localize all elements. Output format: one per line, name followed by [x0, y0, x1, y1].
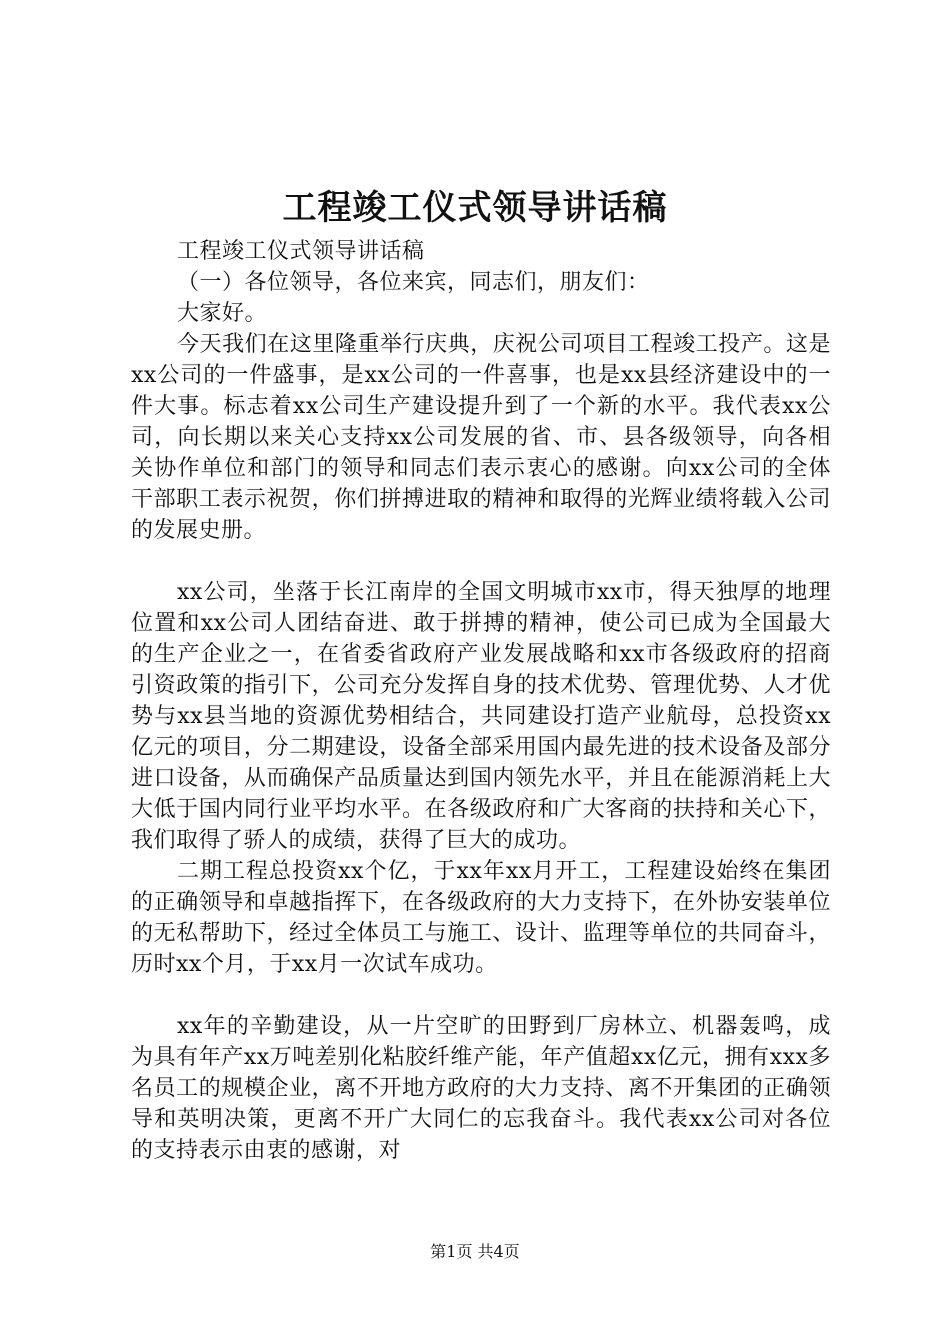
body-paragraph: xx公司，坐落于长江南岸的全国文明城市xx市，得天独厚的地理位置和xx公司人团结奋进、敢于拼搏的精神，使公司已成为全国最大的生产企业之一，在省委省政府产业发展战略和xx市各级政府的招商引资政策的指引下，公司充分发挥自身的技术优势、管理优势、人才优势与xx县当地的资源优势相结合，共同建设打造产业航母，总投资xx亿元的项目，分二期建设，设备全部采用国内最先进的技术设备及部分进口设备，从而确保产品质量达到国内领先水平，并且在能源消耗上大大低于国内同行业平均水平。在各级政府和广大客商的扶持和关心下，我们取得了骄人的成绩，获得了巨大的成功。: [131, 580, 831, 853]
body-paragraph: 今天我们在这里隆重举行庆典，庆祝公司项目工程竣工投产。这是xx公司的一件盛事，是xx公司的一件喜事，也是xx县经济建设中的一件大事。标志着xx公司生产建设提升到了一个新的水平。我代表xx公司，向长期以来关心支持xx公司发展的省、市、县各级领导，向各相关协作单位和部门的领导和同志们表示衷心的感谢。向xx公司的全体干部职工表示祝贺，你们拼搏进取的精神和取得的光辉业绩将载入公司的发展史册。: [131, 332, 831, 543]
page-footer: 第1页 共4页: [430, 1242, 520, 1261]
body-paragraph: 工程竣工仪式领导讲话稿: [177, 239, 425, 264]
body-paragraph: xx年的辛勤建设，从一片空旷的田野到厂房林立、机器轰鸣，成为具有年产xx万吨差别化粘胶纤维产能，年产值超xx亿元，拥有xxx多名员工的规模企业，离不开地方政府的大力支持、离不开集团的正确领导和英明决策，更离不开广大同仁的忘我奋斗。我代表xx公司对各位的支持表示由衷的感谢，对: [131, 1014, 831, 1163]
body-paragraph: 二期工程总投资xx个亿，于xx年xx月开工，工程建设始终在集团的正确领导和卓越指挥下，在各级政府的大力支持下，在外协安装单位的无私帮助下，经过全体员工与施工、设计、监理等单位的共同奋斗，历时xx个月，于xx月一次试车成功。: [131, 859, 831, 977]
document-body: [131, 236, 831, 1166]
body-paragraph: （一）各位领导，各位来宾，同志们，朋友们：: [177, 270, 650, 295]
document-title: 工程竣工仪式领导讲话稿: [282, 188, 668, 228]
body-paragraph: 大家好。: [177, 301, 268, 326]
